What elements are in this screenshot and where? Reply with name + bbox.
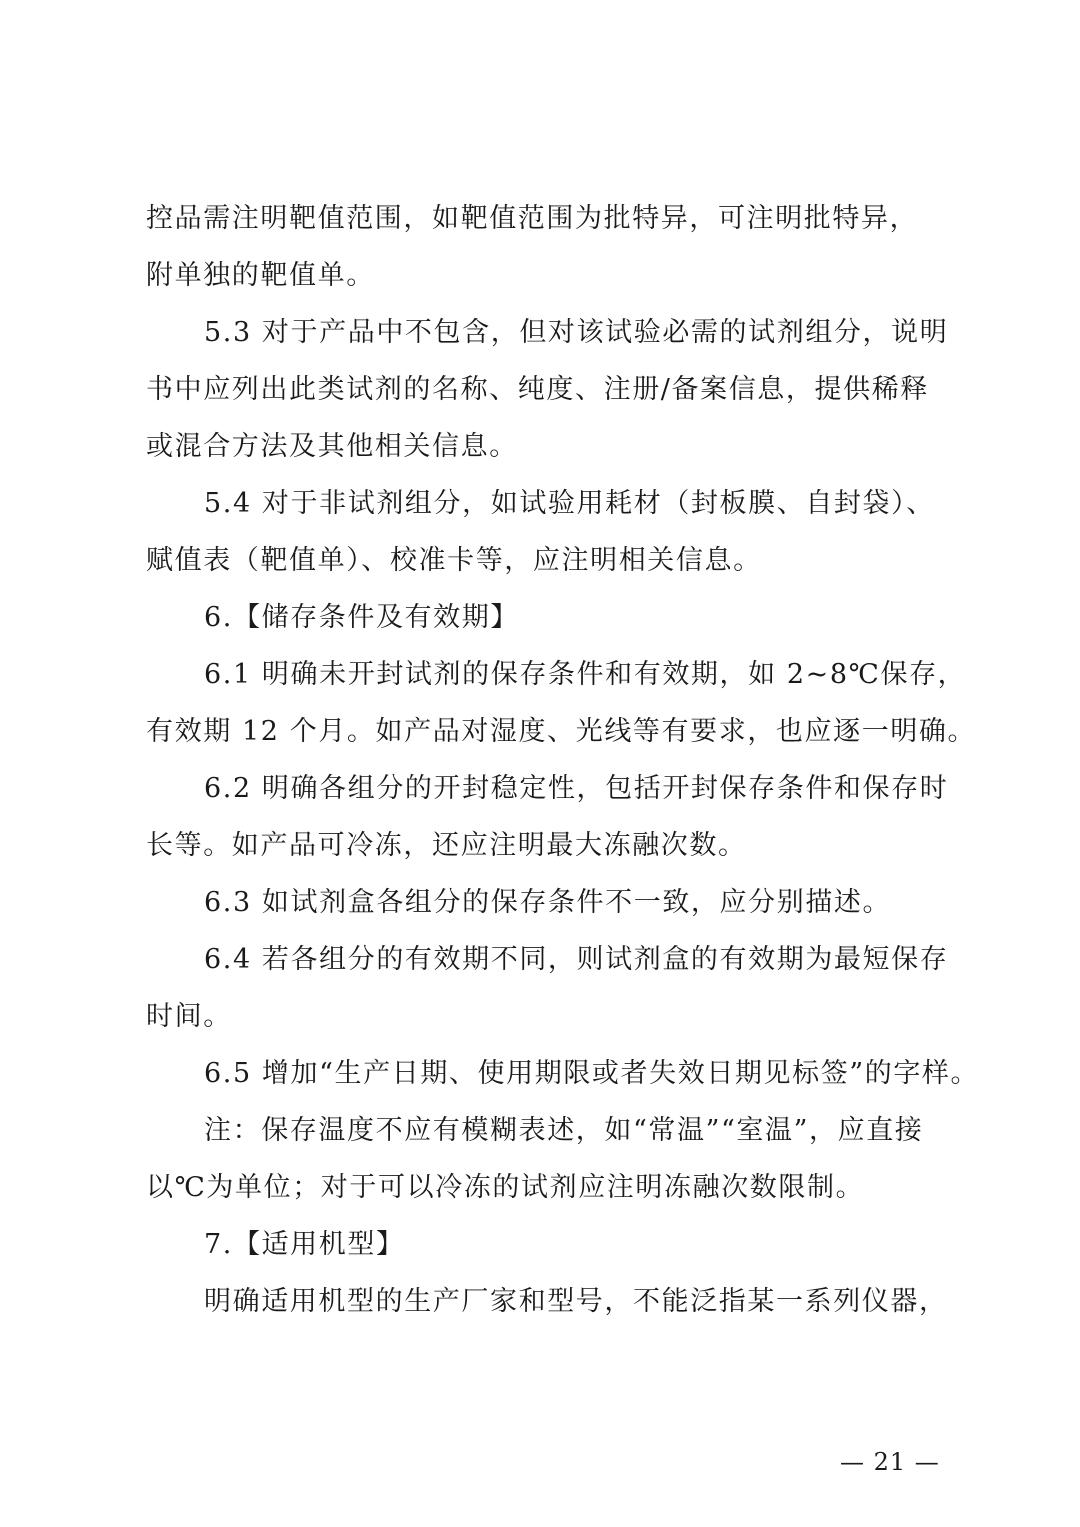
clause-6-3: 6.3 如试剂盒各组分的保存条件不一致，应分别描述。 — [204, 887, 892, 918]
clause-5-3: 5.3 对于产品中不包含，但对该试验必需的试剂组分，说明 — [204, 317, 949, 348]
text-line: 长等。如产品可冷冻，还应注明最大冻融次数。 — [146, 830, 747, 861]
clause-6-5: 6.5 增加“生产日期、使用期限或者失效日期见标签”的字样。 — [204, 1058, 980, 1089]
text-line: 控品需注明靶值范围，如靶值范围为批特异，可注明批特异， — [146, 203, 919, 234]
clause-6-4: 6.4 若各组分的有效期不同，则试剂盒的有效期为最短保存 — [204, 944, 949, 975]
text-line: 时间。 — [146, 1001, 232, 1032]
text-line: 附单独的靶值单。 — [146, 260, 375, 291]
text-line: 有效期 12 个月。如产品对湿度、光线等有要求，也应逐一明确。 — [146, 716, 977, 747]
page-number: — 21 — — [840, 1448, 940, 1476]
note-paragraph: 注：保存温度不应有模糊表述，如“常温”“室温”，应直接 — [204, 1115, 924, 1146]
section-heading-7: 7.【适用机型】 — [204, 1229, 405, 1260]
text-line: 以℃为单位；对于可以冷冻的试剂应注明冻融次数限制。 — [146, 1172, 865, 1203]
text-line: 明确适用机型的生产厂家和型号，不能泛指某一系列仪器， — [204, 1286, 948, 1317]
clause-6-2: 6.2 明确各组分的开封稳定性，包括开封保存条件和保存时 — [204, 773, 949, 804]
text-line: 赋值表（靶值单）、校准卡等，应注明相关信息。 — [146, 545, 762, 576]
text-line: 书中应列出此类试剂的名称、纯度、注册/备案信息，提供稀释 — [146, 374, 929, 405]
clause-6-1: 6.1 明确未开封试剂的保存条件和有效期，如 2~8℃保存， — [204, 659, 967, 690]
section-heading-6: 6.【储存条件及有效期】 — [204, 602, 519, 633]
text-line: 或混合方法及其他相关信息。 — [146, 431, 518, 462]
clause-5-4: 5.4 对于非试剂组分，如试验用耗材（封板膜、自封袋）、 — [204, 488, 935, 519]
document-body — [146, 190, 980, 1330]
